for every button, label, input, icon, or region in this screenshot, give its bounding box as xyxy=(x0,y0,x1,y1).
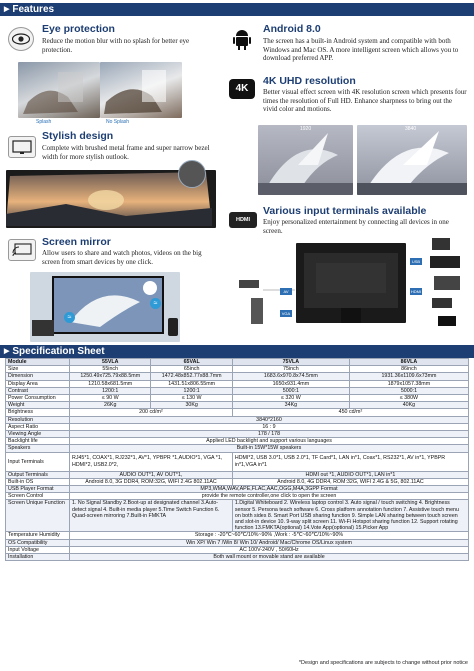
eye-icon xyxy=(8,27,34,51)
splash-image xyxy=(18,62,100,118)
table-cell: HDMI*2, USB 3.0*1, USB 2.0*1, TF Card*1, LAN in*1, Coax*1, RS232*1, AV in*1, YPBPR in*1,VGA in*1 xyxy=(232,452,468,471)
table-cell: 3840*2160 xyxy=(70,416,469,423)
row-label: Power Consumption xyxy=(6,395,70,402)
table-cell: 1.Digital Whiteboard 2. Wireless laptop control 3. Auto signal / touch switching 4. Brightness sensor 5. Persona teach software 6. Cross platform annotation function 7. Assistive touch menu on both sides 8. Smart Port USB sharing function 9. Simple LAN sharing between touch screen and slot-in device 10. 9-way split screen 11. Wi-Fi Hotspot sharing function 12. Support rotating function 13.FMKTA(optional) 14.Vote App(optional) 15.Picker App xyxy=(232,500,468,532)
row-label: Screen Control xyxy=(6,493,70,500)
wifi-icon-left: ≈ xyxy=(64,312,75,323)
table-row xyxy=(6,500,469,532)
table-cell: 1931.36x1109.6x73mm xyxy=(349,373,468,380)
no-splash-image xyxy=(100,62,182,118)
table-row xyxy=(6,471,469,478)
spec-heading: Specification Sheet xyxy=(12,346,105,357)
table-cell: Built-in 15W*15W speakers xyxy=(70,445,469,452)
table-row xyxy=(6,380,469,387)
wifi-icon-right: ≈ xyxy=(150,298,161,309)
table-row xyxy=(6,416,469,423)
table-cell: 1250.49x725.79x88.5mm xyxy=(70,373,151,380)
android-icon xyxy=(229,27,255,51)
header-cell: Module xyxy=(6,359,70,366)
table-row xyxy=(6,373,469,380)
table-cell: 1200:1 xyxy=(151,387,232,394)
table-cell: Applied LED backlight and support various languages xyxy=(70,438,469,445)
table-row xyxy=(6,402,469,409)
row-label: Temperature Humidity xyxy=(6,532,70,539)
table-cell: 1472.48x852.77x88.7mm xyxy=(151,373,232,380)
table-cell: 1650x931.4mm xyxy=(232,380,349,387)
table-cell: 5000:1 xyxy=(232,387,349,394)
table-cell: 178 / 178 xyxy=(70,431,469,438)
footnote: *Design and specifications are subjects to change without prior notice xyxy=(298,660,468,666)
devices-left-image xyxy=(235,270,315,330)
monitor-icon xyxy=(8,136,36,158)
4k-caption: 3840 xyxy=(405,126,417,132)
spec-table xyxy=(5,358,469,561)
port-label-usb: USB xyxy=(411,259,421,264)
row-label: Built-in OS xyxy=(6,478,70,485)
table-cell: 1431.51x806.55mm xyxy=(151,380,232,387)
header-cell: 65VAL xyxy=(151,359,232,366)
table-cell: RJ45*1, COAX*1, RJ232*1, AV*1, YPBPR *1,AUDIO*1, VGA *1, HDMI*2, USB2.0*2, xyxy=(70,452,233,471)
table-row xyxy=(6,486,469,493)
fullhd-bird-image xyxy=(258,125,353,195)
android-title: Android 8.0 xyxy=(263,23,321,35)
row-label: Brightness xyxy=(6,409,70,416)
table-header-row xyxy=(6,359,469,366)
eye-protection-title: Eye protection xyxy=(42,23,115,35)
row-label: Weight xyxy=(6,402,70,409)
table-cell: Win XP/ Win 7 /Win 8/ Win 10/ Android/ Mac/Chrome OS/Linux system xyxy=(70,539,469,546)
splash-caption: Splash xyxy=(36,119,52,125)
row-label: Aspect Ratio xyxy=(6,423,70,430)
table-row xyxy=(6,431,469,438)
4k-badge-icon: 4K xyxy=(229,79,255,99)
spec-section-header: ▶ Specification Sheet xyxy=(0,345,474,358)
stylish-design-desc: Complete with brushed metal frame and super narrow bezel width for more stylish outlook. xyxy=(42,144,210,161)
row-label: Viewing Angle xyxy=(6,431,70,438)
row-label: Backlight life xyxy=(6,438,70,445)
row-label: USB Player Format xyxy=(6,486,70,493)
table-row xyxy=(6,539,469,546)
table-cell: Storage : -20℃~60℃/10%~90% ,Work : -5℃~60℃/10%~90% xyxy=(70,532,469,539)
table-row xyxy=(6,423,469,430)
devices-right-image xyxy=(424,236,472,336)
table-cell: 16 : 9 xyxy=(70,423,469,430)
row-label: Speakers xyxy=(6,445,70,452)
table-cell: 450 cd/m² xyxy=(232,409,468,416)
table-cell: ≤ 130 W xyxy=(151,395,232,402)
features-section-header: ▶ Features xyxy=(0,3,474,16)
terminals-desc: Enjoy personalized entertainment by connecting all devices in one screen. xyxy=(263,218,449,235)
row-label: Input Voltage xyxy=(6,546,70,553)
header-cell: 75VLA xyxy=(232,359,349,366)
eye-protection-desc: Reduce the motion blur with no splash for better eye protection. xyxy=(42,37,190,54)
table-cell: 86inch xyxy=(349,366,468,373)
row-label: Dimension xyxy=(6,373,70,380)
table-cell: 26Kg xyxy=(70,402,151,409)
table-row xyxy=(6,387,469,394)
table-cell: 55inch xyxy=(70,366,151,373)
4k-desc: Better visual effect screen with 4K resolution screen which presents four times the resolution of Full HD. Enhance sharpness to bring out the vivid color and motions. xyxy=(263,88,467,113)
port-label-hdmi: HDMI xyxy=(410,289,422,294)
table-cell: AC 100V-240V , 50/60Hz xyxy=(70,546,469,553)
table-cell: ≤ 320 W xyxy=(232,395,349,402)
row-label: Installation xyxy=(6,554,70,561)
table-row xyxy=(6,478,469,485)
table-cell: 1879x1057.38mm xyxy=(349,380,468,387)
bezel-zoom-circle xyxy=(178,160,206,188)
table-cell: ≤ 90 W xyxy=(70,395,151,402)
table-cell: 1683.6x970.8x74.5mm xyxy=(232,373,349,380)
no-splash-caption: No Splash xyxy=(106,119,130,125)
port-label-av: AV xyxy=(280,288,292,295)
table-row xyxy=(6,366,469,373)
header-cell: 55VLA xyxy=(70,359,151,366)
row-label: Size xyxy=(6,366,70,373)
table-row xyxy=(6,409,469,416)
table-row xyxy=(6,438,469,445)
row-label: Display Area xyxy=(6,380,70,387)
row-label: Input Terminals xyxy=(6,452,70,471)
table-row xyxy=(6,532,469,539)
table-cell: 1210.58x681.5mm xyxy=(70,380,151,387)
terminals-title: Various input terminals available xyxy=(263,205,427,217)
row-label: Screen Unique Function xyxy=(6,500,70,532)
table-cell: 30Kg xyxy=(151,402,232,409)
table-cell: provide the remote controller,one click to open the screen xyxy=(70,493,469,500)
table-row xyxy=(6,493,469,500)
table-cell: ≤ 380W xyxy=(349,395,468,402)
table-cell: 34Kg xyxy=(232,402,349,409)
4k-bird-image xyxy=(357,125,467,195)
port-label-vga: VGA xyxy=(281,311,291,316)
screen-mirror-desc: Allow users to share and watch photos, videos on the big screen from smart devices by one click. xyxy=(42,249,202,266)
screen-mirror-title: Screen mirror xyxy=(42,236,111,248)
table-cell: AUDIO OUT*1, AV OUT*1, xyxy=(70,471,233,478)
table-cell: 1. No Signal Standby 2.Boot-up at designated channel 3.Auto-detect signal 4. Built-in media player 5.Time Switch Function 6. Quad-screen mirroring 7.Built-in FMKTA xyxy=(70,500,233,532)
table-cell: Android 8.0, 3G DDR4, ROM:32G, WIFI 2.4G 802.11AC xyxy=(70,478,233,485)
table-cell: MP3,WMA,WAV,APE,FLAC,AAC,OGG,M4A,3GPP Format xyxy=(70,486,469,493)
row-label: Output Terminals xyxy=(6,471,70,478)
table-row xyxy=(6,452,469,471)
stylish-design-title: Stylish design xyxy=(42,130,114,142)
android-desc: The screen has a built-in Android system and compatible with both Windows and Mac OS. A more intelligent screen which allows you to download preferred APP. xyxy=(263,37,459,62)
table-row xyxy=(6,546,469,553)
header-cell: 86VLA xyxy=(349,359,468,366)
table-cell: 5000:1 xyxy=(349,387,468,394)
table-row xyxy=(6,445,469,452)
table-cell: 200 cd/m² xyxy=(70,409,233,416)
features-heading: Features xyxy=(12,4,55,15)
4k-title: 4K UHD resolution xyxy=(263,75,356,87)
row-label: OS Compatibility xyxy=(6,539,70,546)
table-row xyxy=(6,554,469,561)
table-cell: HDMI out *1, AUDIO OUT*1, LAN in*1 xyxy=(232,471,468,478)
hdmi-icon: HDMI xyxy=(229,212,257,228)
table-cell: Both wall mount or movable stand are available xyxy=(70,554,469,561)
fullhd-caption: 1920 xyxy=(300,126,312,132)
table-row xyxy=(6,395,469,402)
row-label: Contrast xyxy=(6,387,70,394)
table-cell: Android 8.0, 4G DDR4, ROM:32G, WIFI 2.4G & 5G, 802.11AC xyxy=(232,478,468,485)
table-cell: 40Kg xyxy=(349,402,468,409)
table-cell: 65inch xyxy=(151,366,232,373)
table-cell: 75inch xyxy=(232,366,349,373)
row-label: Resolution xyxy=(6,416,70,423)
table-cell: 1200:1 xyxy=(70,387,151,394)
cast-icon xyxy=(8,239,36,261)
